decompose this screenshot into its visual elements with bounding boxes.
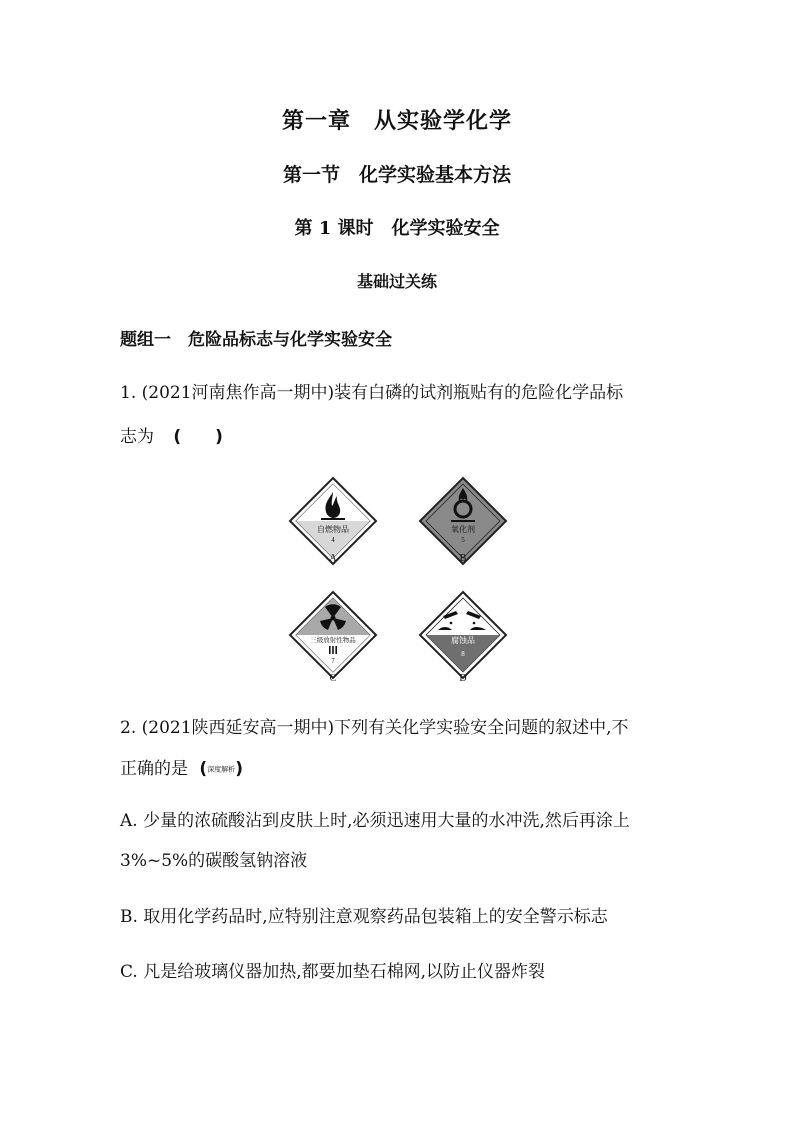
sign-d-number: 8 [461, 650, 465, 658]
question-1-line-2 [120, 427, 223, 447]
option-a-line-1: A. 少量的浓硫酸沾到皮肤上时,必须迅速用大量的水冲洗,然后再涂上 [120, 811, 630, 831]
sign-b-letter: B [459, 553, 467, 564]
sign-a-text: 自燃物品 [317, 525, 349, 534]
option-a-line-2: 3%~5%的碳酸氢钠溶液 [120, 851, 308, 871]
sign-a-number: 4 [331, 536, 335, 544]
sign-d-letter: D [459, 673, 467, 684]
question-2-text: 正确的是 [120, 759, 188, 779]
hazard-sign-c [288, 590, 378, 680]
sign-b-text: 氧化剂 [451, 525, 475, 534]
sign-c-letter: C [329, 673, 337, 684]
question-1-text: 志为 [120, 427, 154, 447]
note-paren-open: ( [199, 759, 208, 779]
option-b: B. 取用化学药品时,应特别注意观察药品包装箱上的安全警示标志 [120, 907, 608, 927]
note-paren-close: ) [235, 759, 243, 779]
sign-b-number: 5 [461, 536, 465, 544]
question-2-line-2 [120, 759, 243, 780]
sign-d-text: 腐蚀品 [451, 636, 475, 645]
deep-analysis-note: 深度解析 [207, 765, 236, 774]
answer-parentheses: ( ) [173, 427, 223, 447]
question-1-line-1: 1. (2021河南焦作高一期中)装有白磷的试剂瓶贴有的危险化学品标 [120, 383, 624, 403]
option-c: C. 凡是给玻璃仪器加热,都要加垫石棉网,以防止仪器炸裂 [120, 962, 546, 982]
chapter-title: 第一章 从实验学化学 [281, 108, 512, 134]
sign-c-text: 三级放射性物品 [310, 637, 356, 644]
practice-title: 基础过关练 [356, 272, 437, 291]
group-title: 题组一 危险品标志与化学实验安全 [120, 330, 392, 350]
sign-c-number: 7 [331, 657, 335, 665]
question-2-line-1: 2. (2021陕西延安高一期中)下列有关化学实验安全问题的叙述中,不 [120, 718, 629, 738]
lesson-title: 第 1 课时 化学实验安全 [294, 218, 500, 239]
section-title: 第一节 化学实验基本方法 [282, 164, 511, 186]
hazard-sign-d [418, 590, 508, 680]
sign-a-letter: A [329, 553, 337, 564]
